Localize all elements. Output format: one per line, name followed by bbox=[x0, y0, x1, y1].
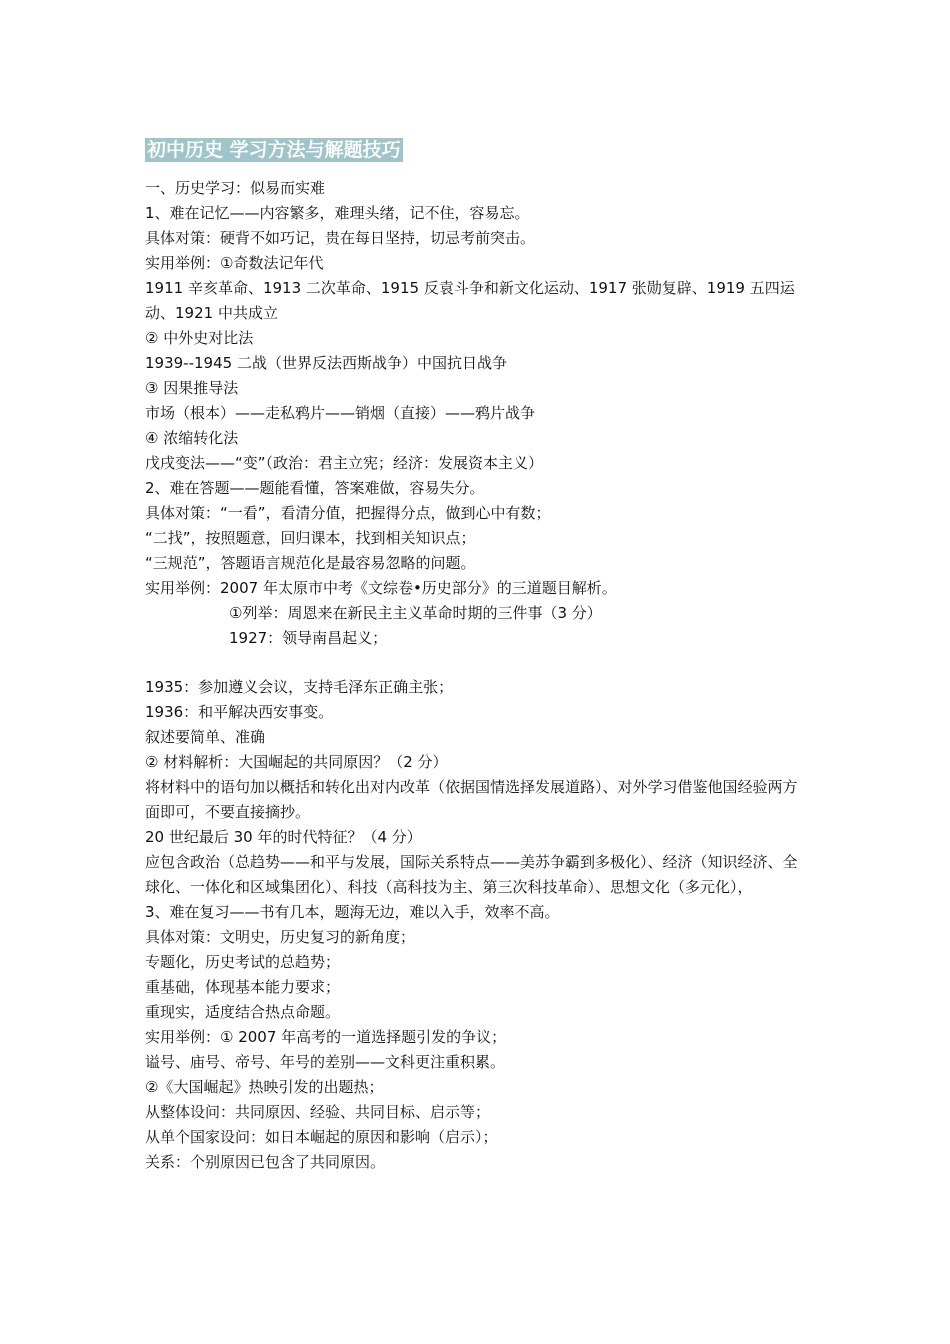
text-line: 1935：参加遵义会议，支持毛泽东正确主张； bbox=[145, 678, 454, 696]
text-line: 从整体设问：共同原因、经验、共同目标、启示等； bbox=[145, 1103, 491, 1121]
text-line: 关系：个别原因已包含了共同原因。 bbox=[145, 1153, 386, 1171]
page-title: 初中历史 学习方法与解题技巧 bbox=[147, 139, 401, 161]
text-paragraph: 将材料中的语句加以概括和转化出对内改革（依据国情选择发展道路）、对外学习借鉴他国经验两方面即可，不要直接摘抄。 bbox=[145, 778, 798, 821]
text-line: 1936：和平解决西安事变。 bbox=[145, 703, 334, 721]
blank-line bbox=[145, 651, 810, 675]
text-line: 叙述要简单、准确 bbox=[145, 728, 266, 746]
text-line: ② 材料解析：大国崛起的共同原因？（2 分） bbox=[145, 753, 448, 771]
text-line: 2、难在答题——题能看懂，答案难做，容易失分。 bbox=[145, 479, 485, 497]
text-line: 实用举例：①奇数法记年代 bbox=[145, 254, 324, 272]
text-line: ②《大国崛起》热映引发的出题热； bbox=[145, 1078, 384, 1096]
text-paragraph: 1911 辛亥革命、1913 二次革命、1915 反袁斗争和新文化运动、1917 张勋复辟、1919 五四运动、1921 中共成立 bbox=[145, 279, 795, 322]
text-line: ③ 因果推导法 bbox=[145, 379, 239, 397]
text-line: 重基础，体现基本能力要求； bbox=[145, 978, 341, 996]
text-line: “三规范”，答题语言规范化是最容易忽略的问题。 bbox=[145, 554, 476, 572]
text-line: 实用举例：2007 年太原市中考《文综卷•历史部分》的三道题目解析。 bbox=[145, 579, 617, 597]
text-line: 具体对策：文明史，历史复习的新角度； bbox=[145, 928, 416, 946]
document-body bbox=[145, 138, 810, 1175]
text-line: 谥号、庙号、帝号、年号的差别——文科更注重积累。 bbox=[145, 1053, 506, 1071]
text-line: “二找”，按照题意，回归课本，找到相关知识点； bbox=[145, 529, 476, 547]
text-line: 实用举例：① 2007 年高考的一道选择题引发的争议； bbox=[145, 1028, 507, 1046]
text-line: 1939--1945 二战（世界反法西斯战争）中国抗日战争 bbox=[145, 354, 507, 372]
text-line: 具体对策：“一看”，看清分值，把握得分点，做到心中有数； bbox=[145, 504, 551, 522]
text-line: ② 中外史对比法 bbox=[145, 329, 254, 347]
text-line: 专题化，历史考试的总趋势； bbox=[145, 953, 341, 971]
text-line: ④ 浓缩转化法 bbox=[145, 429, 239, 447]
text-line: 戊戌变法——“变”（政治：君主立宪；经济：发展资本主义） bbox=[145, 454, 544, 472]
section-heading: 一、历史学习：似易而实难 bbox=[145, 179, 326, 197]
text-line: 市场（根本）——走私鸦片——销烟（直接）——鸦片战争 bbox=[145, 404, 536, 422]
text-line: 具体对策：硬背不如巧记，贵在每日坚持，切忌考前突击。 bbox=[145, 229, 536, 247]
text-line: 重现实，适度结合热点命题。 bbox=[145, 1003, 341, 1021]
text-line: 1、难在记忆——内容繁多，难理头绪，记不住，容易忘。 bbox=[145, 204, 530, 222]
text-line: 从单个国家设问：如日本崛起的原因和影响（启示）； bbox=[145, 1128, 498, 1146]
text-line: 20 世纪最后 30 年的时代特征？（4 分） bbox=[145, 828, 422, 846]
text-line-indented: 1927：领导南昌起义； bbox=[229, 629, 388, 647]
text-paragraph: 应包含政治（总趋势——和平与发展，国际关系特点——美苏争霸到多极化）、经济（知识经济、全球化、一体化和区域集团化）、科技（高科技为主、第三次科技革命）、思想文化（多元化）， bbox=[145, 853, 798, 896]
text-line-indented: ①列举：周恩来在新民主主义革命时期的三件事（3 分） bbox=[229, 604, 602, 622]
text-line: 3、难在复习——书有几本，题海无边，难以入手，效率不高。 bbox=[145, 903, 560, 921]
